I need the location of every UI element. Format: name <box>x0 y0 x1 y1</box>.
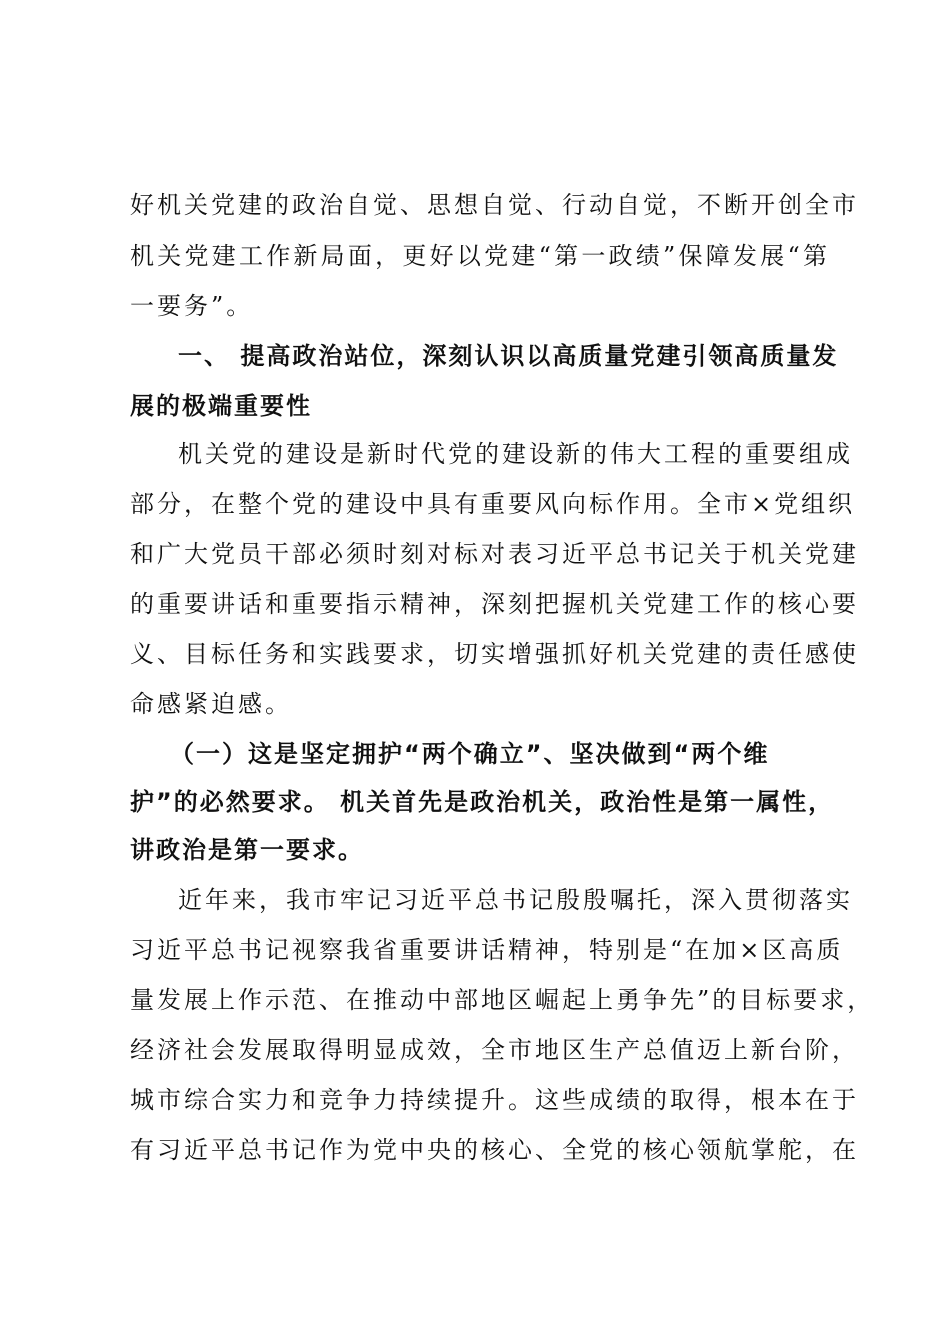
subsection-heading: 护”的必然要求。 机关首先是政治机关，政治性是第一属性， <box>130 788 835 816</box>
text-line: 近年来，我市牢记习近平总书记殷殷嘱托，深入贯彻落实 <box>178 886 853 914</box>
text-line: 一要务”。 <box>130 292 254 320</box>
text-line: 城市综合实力和竞争力持续提升。这些成绩的取得，根本在于 <box>130 1086 859 1114</box>
section-heading: 展的极端重要性 <box>130 392 312 420</box>
text-line: 经济社会发展取得明显成效，全市地区生产总值迈上新台阶， <box>130 1036 859 1064</box>
text-line: 习近平总书记视察我省重要讲话精神，特别是“在加×区高质 <box>130 936 844 964</box>
text-line: 义、目标任务和实践要求，切实增强抓好机关党建的责任感使 <box>130 640 859 668</box>
text-line: 好机关党建的政治自觉、思想自觉、行动自觉，不断开创全市 <box>130 191 859 219</box>
text-line: 量发展上作示范、在推动中部地区崛起上勇争先”的目标要求， <box>130 986 875 1014</box>
subsection-heading: 讲政治是第一要求。 <box>130 836 364 864</box>
subsection-heading: （一）这是坚定拥护“两个确立”、坚决做到“两个维 <box>170 740 770 768</box>
text-line: 机关党的建设是新时代党的建设新的伟大工程的重要组成 <box>178 440 853 468</box>
text-line: 命感紧迫感。 <box>130 690 292 718</box>
text-line: 有习近平总书记作为党中央的核心、全党的核心领航掌舵，在 <box>130 1136 859 1164</box>
section-heading: 一、 提高政治站位，深刻认识以高质量党建引领高质量发 <box>178 342 839 370</box>
text-line: 的重要讲话和重要指示精神，深刻把握机关党建工作的核心要 <box>130 590 859 618</box>
text-line: 和广大党员干部必须时刻对标对表习近平总书记关于机关党建 <box>130 540 859 568</box>
text-line: 机关党建工作新局面，更好以党建“第一政绩”保障发展“第 <box>130 242 830 270</box>
text-line: 部分，在整个党的建设中具有重要风向标作用。全市×党组织 <box>130 490 856 518</box>
